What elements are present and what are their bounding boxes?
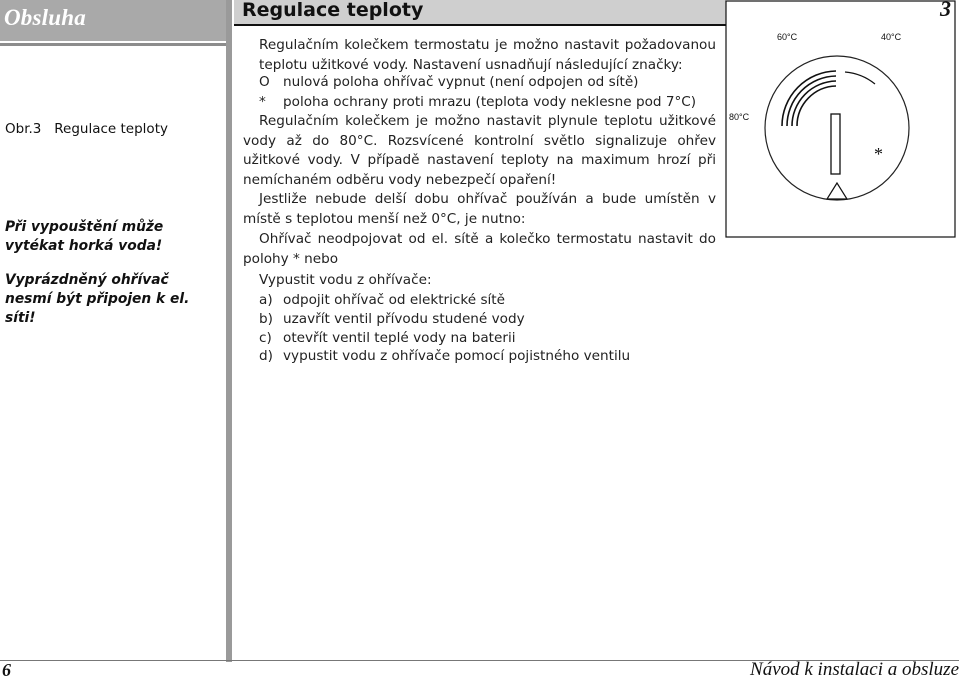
footer-page-number: 6 <box>2 660 11 680</box>
figure-caption-number: Obr.3 <box>5 121 42 137</box>
frost-text: Jestliže nebude delší dobu ohřívač používán a bude umístěn v místě s teplotou menší než 0°C, je nutno: <box>243 191 716 227</box>
mark-symbol: O <box>259 74 270 90</box>
step-label: d) <box>259 348 273 364</box>
disconnect-paragraph <box>243 230 716 269</box>
thermostat-diagram <box>725 0 956 238</box>
section-tab <box>0 0 232 41</box>
page-title: Regulace teploty <box>242 0 424 21</box>
warning-hot-water: Při vypouštění může vytékat horká voda! <box>5 219 164 254</box>
sidebar-divider <box>0 43 232 46</box>
step-label: a) <box>259 292 273 308</box>
label-80: 80°C <box>729 112 750 122</box>
step-label: b) <box>259 311 273 327</box>
label-60: 60°C <box>777 32 798 42</box>
step-text: otevřít ventil teplé vody na baterii <box>283 330 516 346</box>
drain-intro: Vypustit vodu z ohřívače: <box>259 272 432 288</box>
step-item <box>259 311 525 327</box>
figure-caption <box>5 121 168 137</box>
label-40: 40°C <box>881 32 902 42</box>
pointer-bar <box>831 114 840 174</box>
thermostat-figure <box>725 0 956 238</box>
step-item <box>259 348 630 364</box>
step-item <box>259 330 516 346</box>
regulation-paragraph <box>243 112 716 190</box>
mark-item <box>259 94 696 110</box>
disconnect-text: Ohřívač neodpojovat od el. sítě a kolečko termostatu nastavit do polohy * nebo <box>243 231 716 267</box>
regulation-text: Regulačním kolečkem je možno nastavit plynule teplotu užitkové vody až do 80°C. Rozsvícené kontrolní světlo signalizuje ohřev užitkové vody. V případě nastavení teploty na maximum hrozí při nemíchaném odběru vody nebezpečí opaření! <box>243 113 716 188</box>
title-underline <box>234 24 726 26</box>
mark-item <box>259 74 638 90</box>
warning-disconnect: Vyprázdněný ohřívač nesmí být připojen k el. síti! <box>5 272 190 326</box>
column-divider <box>226 0 232 662</box>
step-text: vypustit vodu z ohřívače pomocí pojistného ventilu <box>283 348 631 364</box>
step-text: odpojit ohřívač od elektrické sítě <box>283 292 506 308</box>
step-label: c) <box>259 330 272 346</box>
title-bar <box>234 0 726 24</box>
mark-text: poloha ochrany proti mrazu (teplota vody neklesne pod 7°C) <box>283 94 697 110</box>
frost-symbol: * <box>874 144 883 164</box>
intro-paragraph: Regulačním kolečkem termostatu je možno nastavit požadovanou teplotu užitkové vody. Nastavení usnadňují následující značky: <box>259 37 716 73</box>
step-text: uzavřít ventil přívodu studené vody <box>283 311 525 327</box>
page-number: 3 <box>940 0 951 21</box>
section-title: Obsluha <box>4 5 86 30</box>
figure-caption-text: Regulace teploty <box>54 121 168 137</box>
mark-symbol: * <box>259 94 266 110</box>
step-item <box>259 292 505 308</box>
footer-document-title: Návod k instalaci a obsluze <box>750 659 959 680</box>
frost-paragraph <box>243 190 716 229</box>
mark-text: nulová poloha ohřívač vypnut (není odpojen od sítě) <box>283 74 639 90</box>
